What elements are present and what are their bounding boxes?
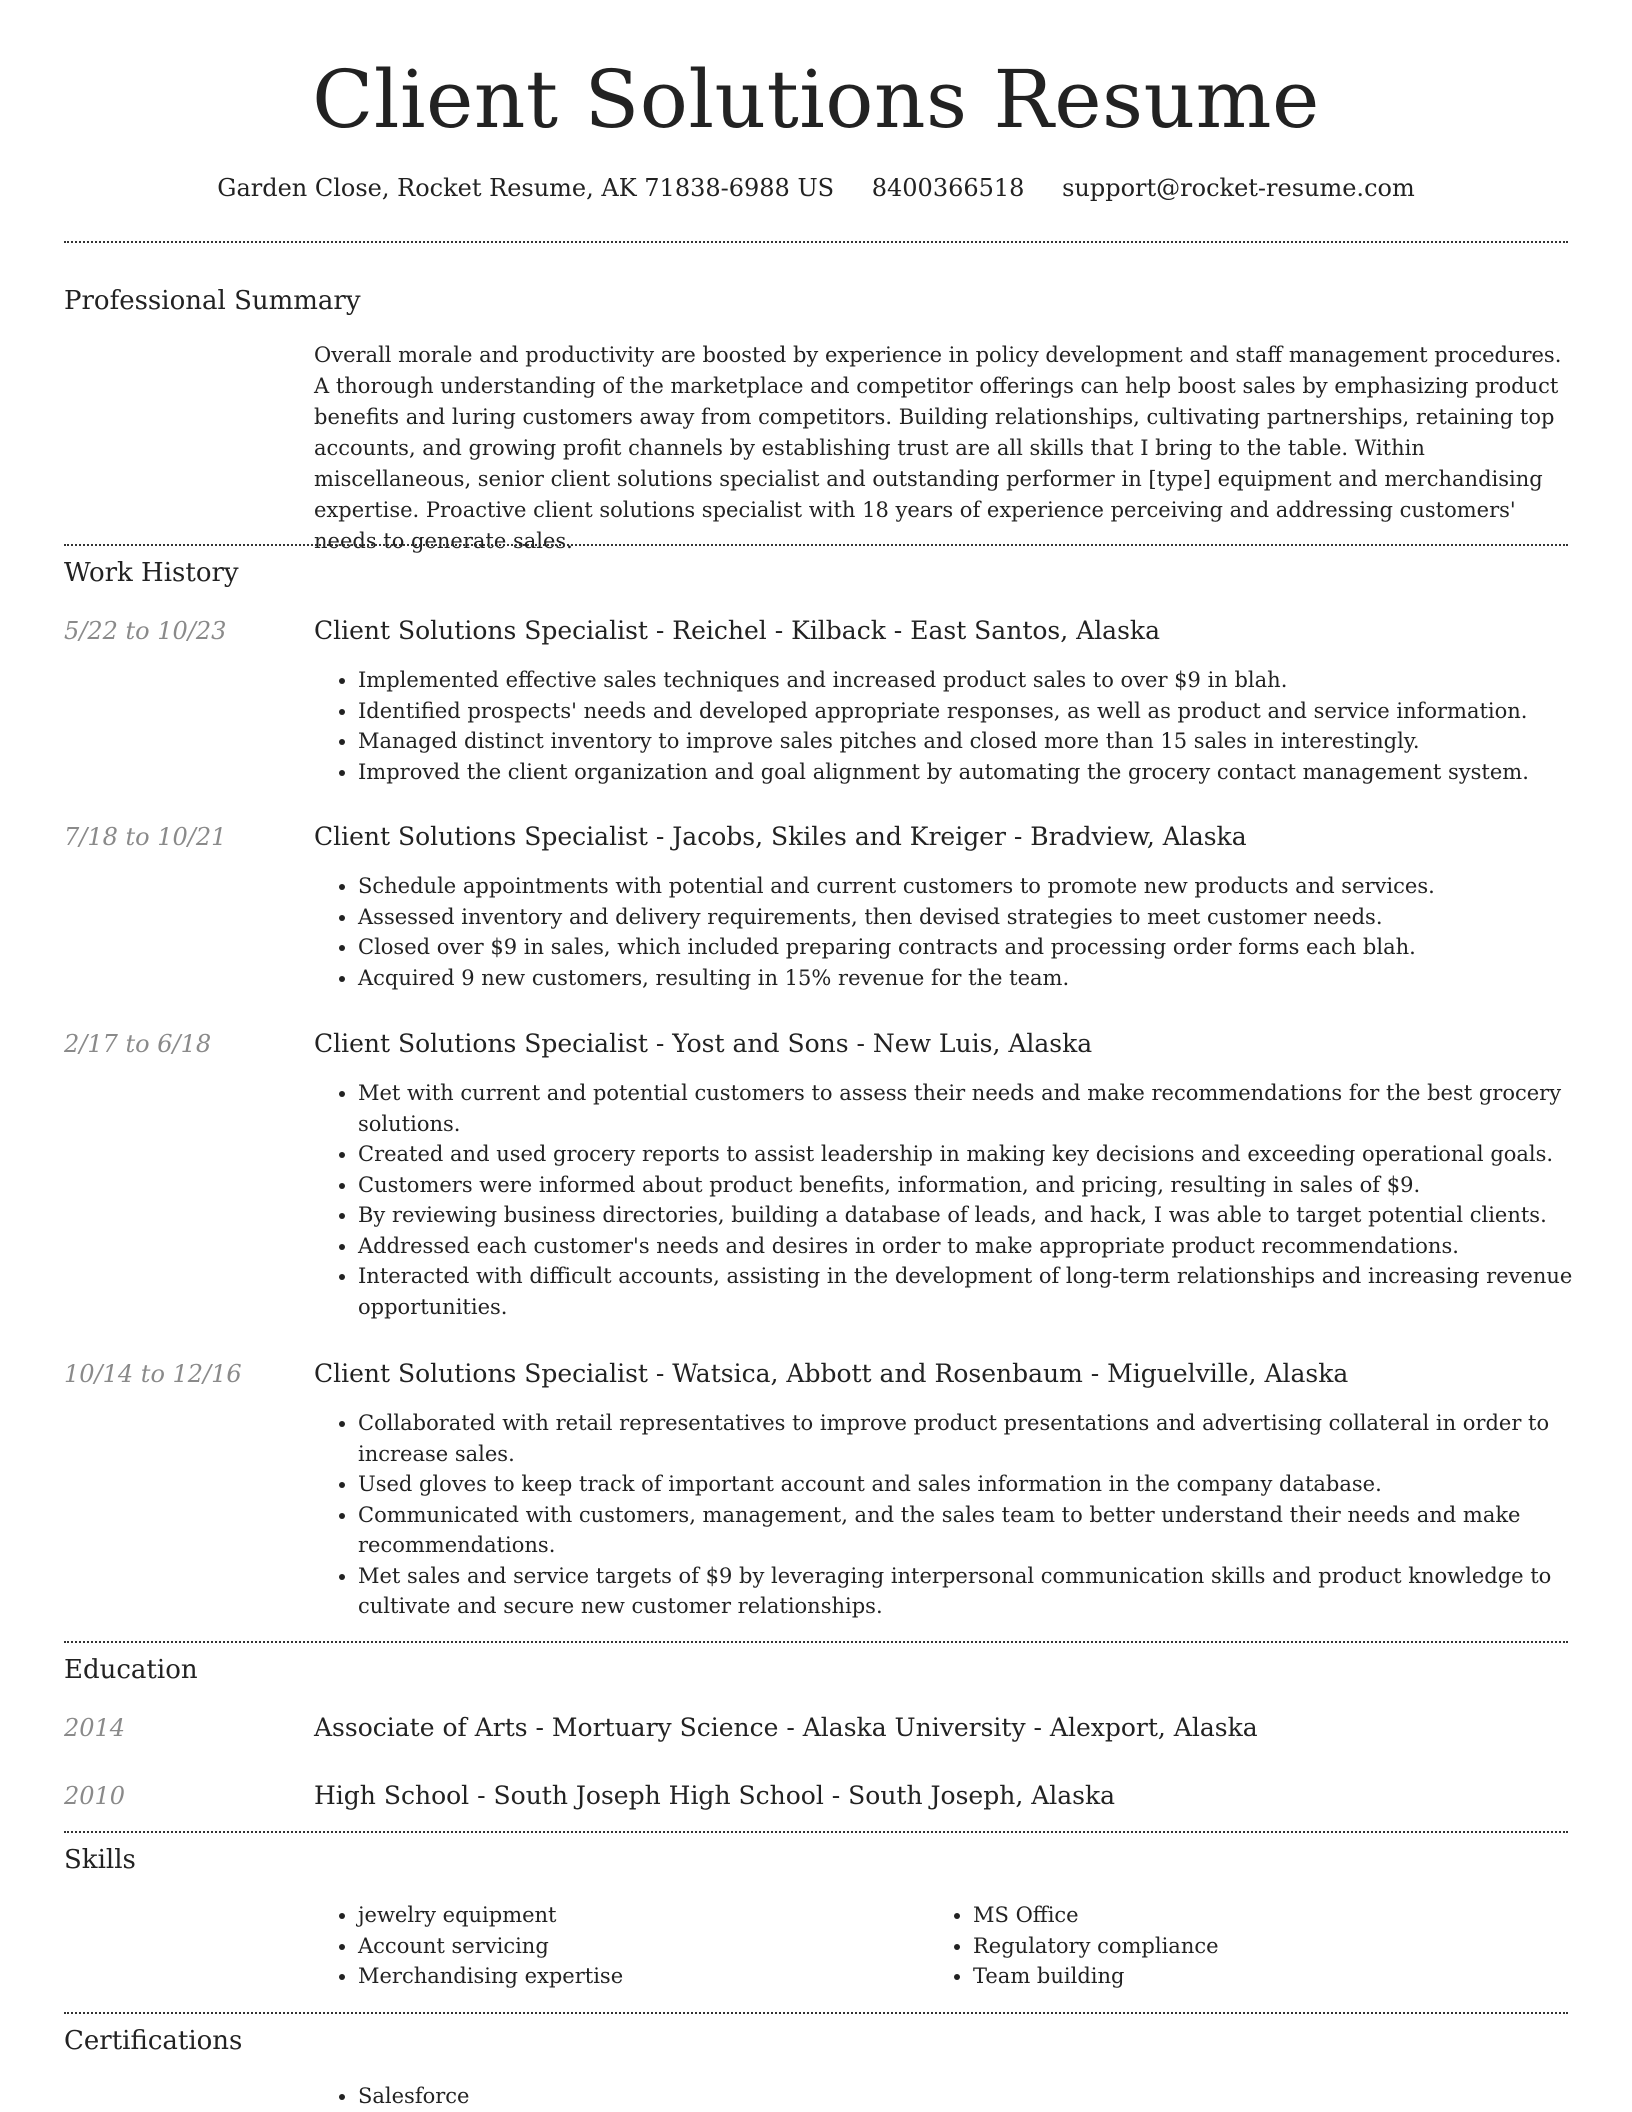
- job-bullet: • Used gloves to keep track of important account and sales information in the company database.: [358, 1469, 1578, 1500]
- job-dates: 5/22 to 10/23: [64, 617, 227, 645]
- skills-list-right: [929, 1900, 1573, 1992]
- section-divider: [64, 2012, 1568, 2014]
- section-title-work: Work History: [64, 558, 239, 588]
- skill-item: • Account servicing: [358, 1931, 928, 1962]
- section-divider: [64, 1641, 1568, 1643]
- skill-item: • MS Office: [973, 1900, 1573, 1931]
- education-heading: High School - South Joseph High School - South Joseph, Alaska: [314, 1781, 1116, 1810]
- certifications-list: [314, 2081, 928, 2112]
- job-bullet-list: [314, 665, 1578, 787]
- job-bullet: • Interacted with difficult accounts, assisting in the development of long-term relationships and increasing revenue opportunities.: [358, 1261, 1578, 1322]
- job-bullet: • By reviewing business directories, building a database of leads, and hack, I was able to target potential clients.: [358, 1200, 1578, 1231]
- job-bullet: • Acquired 9 new customers, resulting in 15% revenue for the team.: [358, 963, 1578, 994]
- job-bullet: • Improved the client organization and goal alignment by automating the grocery contact management system.: [358, 757, 1578, 788]
- job-bullet: • Customers were informed about product benefits, information, and pricing, resulting in sales of $9.: [358, 1170, 1578, 1201]
- contact-phone: 8400366518: [871, 174, 1025, 202]
- job-heading: Client Solutions Specialist - Jacobs, Skiles and Kreiger - Bradview, Alaska: [314, 822, 1247, 851]
- job-bullet-list: [314, 1408, 1578, 1622]
- job-bullet: • Met sales and service targets of $9 by leveraging interpersonal communication skills and product knowledge to cultivate and secure new customer relationships.: [358, 1561, 1578, 1622]
- section-divider: [64, 1831, 1568, 1833]
- job-heading: Client Solutions Specialist - Watsica, Abbott and Rosenbaum - Miguelville, Alaska: [314, 1359, 1349, 1388]
- summary-text: Overall morale and productivity are boosted by experience in policy development and staff management procedures. A thorough understanding of the marketplace and competitor offerings can help boost sales by emphasizing product benefits and luring customers away from competitors. Building relationships, cultivating partnerships, retaining top accounts, and growing profit channels by establishing trust are all skills that I bring to the table. Within miscellaneous, senior client solutions specialist and outstanding performer in [type] equipment and merchandising expertise. Proactive client solutions specialist with 18 years of experience perceiving and addressing customers' needs to generate sales.: [314, 343, 1562, 553]
- job-bullet-list: [314, 1078, 1578, 1322]
- job-bullet: • Created and used grocery reports to assist leadership in making key decisions and exceeding operational goals.: [358, 1139, 1578, 1170]
- section-title-skills: Skills: [64, 1845, 136, 1875]
- section-title-education: Education: [64, 1655, 198, 1685]
- section-title-summary: Professional Summary: [64, 286, 361, 316]
- contact-address: Garden Close, Rocket Resume, AK 71838-6988 US: [217, 174, 835, 202]
- job-bullet: • Communicated with customers, management, and the sales team to better understand their needs and make recommendations.: [358, 1500, 1578, 1561]
- section-title-certifications: Certifications: [64, 2026, 243, 2056]
- section-divider: [64, 241, 1568, 243]
- certification-item: • Salesforce: [358, 2081, 928, 2112]
- job-heading: Client Solutions Specialist - Yost and Sons - New Luis, Alaska: [314, 1029, 1093, 1058]
- job-dates: 10/14 to 12/16: [64, 1360, 242, 1388]
- resume-title: Client Solutions Resume: [312, 53, 1320, 146]
- job-bullet: • Assessed inventory and delivery requirements, then devised strategies to meet customer needs.: [358, 902, 1578, 933]
- skill-item: • Regulatory compliance: [973, 1931, 1573, 1962]
- job-bullet: • Implemented effective sales techniques and increased product sales to over $9 in blah.: [358, 665, 1578, 696]
- job-bullet-list: [314, 871, 1578, 993]
- skill-item: • Team building: [973, 1961, 1573, 1992]
- job-bullet: • Collaborated with retail representatives to improve product presentations and advertising collateral in order to increase sales.: [358, 1408, 1578, 1469]
- education-year: 2010: [64, 1782, 126, 1810]
- job-bullet: • Managed distinct inventory to improve sales pitches and closed more than 15 sales in interestingly.: [358, 726, 1578, 757]
- job-dates: 7/18 to 10/21: [64, 823, 227, 851]
- skill-item: • jewelry equipment: [358, 1900, 928, 1931]
- job-bullet: • Closed over $9 in sales, which included preparing contracts and processing order forms each blah.: [358, 932, 1578, 963]
- skills-list-left: [314, 1900, 928, 1992]
- job-bullet: • Met with current and potential customers to assess their needs and make recommendations for the best grocery solutions.: [358, 1078, 1578, 1139]
- section-divider: [64, 544, 1568, 546]
- education-year: 2014: [64, 1714, 126, 1742]
- job-dates: 2/17 to 6/18: [64, 1030, 212, 1058]
- job-bullet: • Schedule appointments with potential and current customers to promote new products and services.: [358, 871, 1578, 902]
- skill-item: • Merchandising expertise: [358, 1961, 928, 1992]
- job-bullet: • Addressed each customer's needs and desires in order to make appropriate product recommendations.: [358, 1231, 1578, 1262]
- job-bullet: • Identified prospects' needs and developed appropriate responses, as well as product and service information.: [358, 696, 1578, 727]
- contact-line: [0, 170, 1632, 206]
- contact-email[interactable]: support@rocket-resume.com: [1062, 174, 1415, 202]
- job-heading: Client Solutions Specialist - Reichel - Kilback - East Santos, Alaska: [314, 616, 1160, 645]
- education-heading: Associate of Arts - Mortuary Science - Alaska University - Alexport, Alaska: [314, 1713, 1258, 1742]
